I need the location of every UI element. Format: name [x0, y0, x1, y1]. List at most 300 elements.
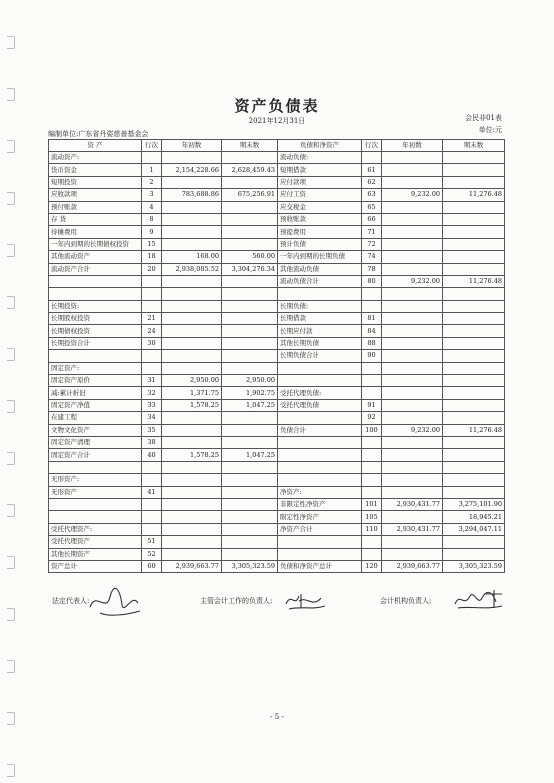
chief-accountant-label: 主管会计工作的负责人:: [200, 597, 273, 605]
table-cell: 11,276.48: [443, 189, 505, 201]
table-cell: [222, 486, 278, 498]
table-cell: [222, 226, 278, 238]
document-title: 资产负债表: [234, 97, 320, 115]
table-cell: [278, 375, 362, 387]
table-row: [49, 449, 505, 461]
table-cell: 72: [362, 238, 382, 250]
table-cell: 预计负债: [278, 238, 362, 250]
table-cell: [382, 251, 443, 263]
table-cell: [382, 201, 443, 213]
page-number: - 5 -: [270, 713, 284, 721]
table-cell: [222, 436, 278, 448]
table-cell: 2,938,085.52: [162, 263, 222, 275]
table-cell: [222, 275, 278, 287]
table-cell: [162, 350, 222, 362]
table-cell: 3,275,101.90: [443, 498, 505, 510]
table-cell: 2,154,228.66: [162, 164, 222, 176]
table-cell: [222, 498, 278, 510]
table-row: [49, 498, 505, 510]
table-cell: 3,305,323.59: [443, 560, 505, 572]
table-cell: 长期负债合计: [278, 350, 362, 362]
table-cell: 61: [362, 164, 382, 176]
table-cell: [49, 350, 142, 362]
table-cell: [382, 325, 443, 337]
table-cell: [443, 337, 505, 349]
table-cell: 预提费用: [278, 226, 362, 238]
currency-unit: 单位:元: [478, 126, 502, 134]
table-cell: 675,256.91: [222, 189, 278, 201]
table-cell: [443, 152, 505, 164]
table-cell: [362, 536, 382, 548]
table-cell: 在建工程: [49, 412, 142, 424]
table-cell: 560.00: [222, 251, 278, 263]
table-cell: [382, 226, 443, 238]
table-cell: [278, 474, 362, 486]
table-cell: [278, 461, 362, 473]
table-cell: [443, 486, 505, 498]
table-cell: 2,628,459.43: [222, 164, 278, 176]
table-cell: [142, 498, 162, 510]
table-cell: [162, 275, 222, 287]
table-cell: [49, 511, 142, 523]
table-row: [49, 424, 505, 436]
table-cell: 4: [142, 201, 162, 213]
column-header: 期末数: [222, 140, 278, 152]
table-cell: 92: [362, 412, 382, 424]
chief-accountant-signature: [283, 588, 327, 612]
table-cell: 91: [362, 399, 382, 411]
table-cell: 长期借款: [278, 313, 362, 325]
table-cell: 2: [142, 176, 162, 188]
table-cell: 1,047.25: [222, 399, 278, 411]
table-cell: [278, 436, 362, 448]
table-cell: [222, 152, 278, 164]
table-cell: 长期股权投资: [49, 313, 142, 325]
table-cell: [222, 461, 278, 473]
table-cell: 固定资产原价: [49, 375, 142, 387]
table-cell: [443, 399, 505, 411]
table-cell: [278, 362, 362, 374]
table-cell: [222, 288, 278, 300]
table-cell: 11,276.48: [443, 275, 505, 287]
table-row: [49, 548, 505, 560]
table-cell: [443, 325, 505, 337]
table-cell: 1,371.75: [162, 387, 222, 399]
table-cell: 80: [362, 275, 382, 287]
table-cell: [382, 474, 443, 486]
table-cell: 11,276.48: [443, 424, 505, 436]
table-cell: 应付工资: [278, 189, 362, 201]
table-row: [49, 486, 505, 498]
table-cell: 1,578.25: [162, 399, 222, 411]
table-cell: [162, 474, 222, 486]
table-cell: 流动负债:: [278, 152, 362, 164]
table-cell: [443, 263, 505, 275]
table-cell: [443, 474, 505, 486]
table-cell: 9: [142, 226, 162, 238]
table-cell: 2,939,663.77: [382, 560, 443, 572]
column-header: 期末数: [443, 140, 505, 152]
table-cell: [382, 213, 443, 225]
table-cell: 货币资金: [49, 164, 142, 176]
table-cell: [222, 511, 278, 523]
table-cell: 2,950.00: [162, 375, 222, 387]
table-cell: [49, 288, 142, 300]
table-cell: 受托代理资产: [49, 536, 142, 548]
table-cell: 流动负债合计: [278, 275, 362, 287]
table-cell: [222, 213, 278, 225]
table-cell: [443, 536, 505, 548]
table-cell: [162, 511, 222, 523]
table-cell: [362, 548, 382, 560]
form-number: 会民非01表: [465, 114, 502, 122]
table-cell: 应付款项: [278, 176, 362, 188]
table-row: [49, 412, 505, 424]
table-cell: [362, 474, 382, 486]
table-cell: 90: [362, 350, 382, 362]
table-row: [49, 337, 505, 349]
balance-sheet-table: [48, 139, 505, 573]
table-cell: [49, 275, 142, 287]
table-cell: 长期投资:: [49, 300, 142, 312]
table-cell: [443, 251, 505, 263]
table-cell: 1: [142, 164, 162, 176]
table-cell: 一年内到期的长期负债: [278, 251, 362, 263]
table-cell: 固定资产合计: [49, 449, 142, 461]
table-cell: [49, 461, 142, 473]
report-date: 2021年12月31日: [248, 117, 306, 125]
table-cell: [382, 387, 443, 399]
table-cell: [443, 313, 505, 325]
table-cell: [443, 238, 505, 250]
table-cell: [382, 412, 443, 424]
table-cell: [162, 424, 222, 436]
table-cell: 应收款项: [49, 189, 142, 201]
table-cell: 一年内到期的长期债权投资: [49, 238, 142, 250]
table-cell: [278, 412, 362, 424]
table-cell: [443, 350, 505, 362]
table-cell: [162, 536, 222, 548]
table-row: [49, 288, 505, 300]
column-header: 年初数: [162, 140, 222, 152]
table-cell: [162, 226, 222, 238]
table-cell: 固定资产:: [49, 362, 142, 374]
table-row: [49, 213, 505, 225]
table-cell: 40: [142, 449, 162, 461]
table-cell: [382, 436, 443, 448]
table-cell: [443, 436, 505, 448]
table-cell: [278, 548, 362, 560]
table-cell: 110: [362, 523, 382, 535]
table-cell: [382, 536, 443, 548]
table-cell: 预付账款: [49, 201, 142, 213]
table-cell: 74: [362, 251, 382, 263]
table-cell: 18,945.21: [443, 511, 505, 523]
table-row: [49, 523, 505, 535]
table-cell: [443, 300, 505, 312]
table-cell: 流动资产:: [49, 152, 142, 164]
column-header: 资 产: [49, 140, 142, 152]
table-cell: 3,304,276.34: [222, 263, 278, 275]
table-cell: 101: [362, 498, 382, 510]
table-cell: 其他长期负债: [278, 337, 362, 349]
table-cell: 无形资产: [49, 486, 142, 498]
table-cell: 2,950.00: [222, 375, 278, 387]
table-cell: [443, 213, 505, 225]
table-cell: 1,902.75: [222, 387, 278, 399]
table-cell: [162, 300, 222, 312]
table-row: [49, 350, 505, 362]
table-cell: 3,305,323.59: [222, 560, 278, 572]
table-cell: 35: [142, 424, 162, 436]
table-row: [49, 226, 505, 238]
table-cell: 33: [142, 399, 162, 411]
table-cell: 长期投资合计: [49, 337, 142, 349]
table-cell: 1,047.25: [222, 449, 278, 461]
table-row: [49, 189, 505, 201]
table-cell: [162, 313, 222, 325]
table-cell: 流动资产合计: [49, 263, 142, 275]
table-cell: 其他长期资产: [49, 548, 142, 560]
table-cell: [382, 238, 443, 250]
table-cell: 120: [362, 560, 382, 572]
table-cell: [382, 362, 443, 374]
table-cell: [443, 201, 505, 213]
table-cell: 51: [142, 536, 162, 548]
table-cell: [382, 350, 443, 362]
table-cell: [162, 436, 222, 448]
table-cell: [49, 498, 142, 510]
column-header: 行次: [362, 140, 382, 152]
table-cell: [222, 313, 278, 325]
table-row: [49, 474, 505, 486]
table-row: [49, 164, 505, 176]
table-cell: 受托代理资产:: [49, 523, 142, 535]
table-cell: 60: [142, 560, 162, 572]
table-cell: [162, 201, 222, 213]
table-cell: 52: [142, 548, 162, 560]
table-cell: [162, 498, 222, 510]
table-cell: 无形资产:: [49, 474, 142, 486]
column-header: 负债和净资产: [278, 140, 362, 152]
table-cell: [162, 412, 222, 424]
table-cell: [362, 375, 382, 387]
table-cell: 受托代理负债:: [278, 387, 362, 399]
table-cell: 负债合计: [278, 424, 362, 436]
table-row: [49, 300, 505, 312]
table-cell: 2,939,663.77: [162, 560, 222, 572]
table-cell: [162, 523, 222, 535]
table-cell: [222, 412, 278, 424]
table-cell: [222, 548, 278, 560]
table-cell: [443, 548, 505, 560]
table-cell: [142, 350, 162, 362]
table-row: [49, 251, 505, 263]
table-row: [49, 263, 505, 275]
column-header: 年初数: [382, 140, 443, 152]
table-cell: [222, 201, 278, 213]
table-cell: [142, 288, 162, 300]
table-cell: 资产总计: [49, 560, 142, 572]
table-cell: 38: [142, 436, 162, 448]
table-cell: [382, 288, 443, 300]
table-cell: [162, 486, 222, 498]
compiling-unit: 编制单位:广东省丹姿慈善基金会: [48, 130, 149, 138]
table-cell: [162, 461, 222, 473]
table-cell: [362, 288, 382, 300]
table-cell: [382, 164, 443, 176]
table-cell: [382, 461, 443, 473]
table-cell: [443, 412, 505, 424]
table-cell: 2,930,431.77: [382, 498, 443, 510]
table-cell: [443, 362, 505, 374]
table-cell: [222, 424, 278, 436]
table-cell: 净资产:: [278, 486, 362, 498]
table-cell: 9,232.00: [382, 275, 443, 287]
accounting-head-signature: [452, 586, 506, 612]
table-cell: 81: [362, 313, 382, 325]
table-cell: [443, 387, 505, 399]
table-cell: [362, 486, 382, 498]
table-cell: 18: [142, 251, 162, 263]
table-cell: [162, 176, 222, 188]
table-cell: [222, 325, 278, 337]
table-cell: [278, 449, 362, 461]
table-cell: 1,578.25: [162, 449, 222, 461]
table-cell: 其他流动资产: [49, 251, 142, 263]
table-cell: [142, 152, 162, 164]
table-cell: [382, 300, 443, 312]
table-cell: 其他流动负债: [278, 263, 362, 275]
table-cell: [443, 164, 505, 176]
table-cell: 168.00: [162, 251, 222, 263]
table-cell: [443, 176, 505, 188]
table-cell: [382, 399, 443, 411]
table-cell: [222, 350, 278, 362]
table-cell: 21: [142, 313, 162, 325]
table-cell: 31: [142, 375, 162, 387]
table-cell: 3,294,047.11: [443, 523, 505, 535]
table-cell: 20: [142, 263, 162, 275]
table-row: [49, 238, 505, 250]
table-cell: [382, 337, 443, 349]
table-row: [49, 313, 505, 325]
table-cell: [222, 536, 278, 548]
table-cell: 34: [142, 412, 162, 424]
table-cell: [382, 449, 443, 461]
table-cell: 105: [362, 511, 382, 523]
table-cell: [362, 300, 382, 312]
table-cell: 783,688.86: [162, 189, 222, 201]
table-cell: [162, 548, 222, 560]
table-cell: [278, 288, 362, 300]
table-cell: [142, 523, 162, 535]
table-row: [49, 387, 505, 399]
table-cell: 固定资产清理: [49, 436, 142, 448]
table-cell: [162, 152, 222, 164]
accounting-head-label: 会计机构负责人:: [380, 597, 432, 605]
table-row: [49, 362, 505, 374]
table-cell: [382, 511, 443, 523]
table-row: [49, 511, 505, 523]
table-cell: [382, 313, 443, 325]
table-cell: 71: [362, 226, 382, 238]
table-cell: [162, 337, 222, 349]
table-cell: [362, 387, 382, 399]
column-header: 行次: [142, 140, 162, 152]
table-cell: 预收账款: [278, 213, 362, 225]
table-cell: [222, 362, 278, 374]
table-cell: 65: [362, 201, 382, 213]
table-cell: [382, 375, 443, 387]
table-cell: [162, 213, 222, 225]
table-cell: 非限定性净资产: [278, 498, 362, 510]
table-cell: [382, 176, 443, 188]
table-cell: 41: [142, 486, 162, 498]
table-cell: 短期借款: [278, 164, 362, 176]
table-cell: 应交税金: [278, 201, 362, 213]
table-cell: [142, 474, 162, 486]
table-cell: 62: [362, 176, 382, 188]
table-row: [49, 375, 505, 387]
table-row: [49, 201, 505, 213]
table-cell: [443, 461, 505, 473]
table-cell: 限定性净资产: [278, 511, 362, 523]
table-row: [49, 560, 505, 572]
table-cell: [162, 238, 222, 250]
table-cell: 63: [362, 189, 382, 201]
table-cell: [443, 226, 505, 238]
table-cell: 长期应付款: [278, 325, 362, 337]
table-cell: [382, 263, 443, 275]
table-cell: [142, 511, 162, 523]
table-cell: [362, 449, 382, 461]
table-cell: 78: [362, 263, 382, 275]
table-cell: 8: [142, 213, 162, 225]
table-cell: [142, 461, 162, 473]
table-cell: 9,232.00: [382, 189, 443, 201]
table-cell: 2,930,431.77: [382, 523, 443, 535]
table-cell: [222, 523, 278, 535]
table-cell: [362, 436, 382, 448]
table-row: [49, 152, 505, 164]
table-cell: 待摊费用: [49, 226, 142, 238]
table-cell: [382, 152, 443, 164]
table-cell: [162, 325, 222, 337]
table-cell: 长期债权投资: [49, 325, 142, 337]
table-cell: 3: [142, 189, 162, 201]
table-cell: 长期负债:: [278, 300, 362, 312]
table-row: [49, 536, 505, 548]
legal-representative-label: 法定代表人:: [52, 597, 90, 605]
table-cell: 减:累计折旧: [49, 387, 142, 399]
table-cell: [362, 461, 382, 473]
table-cell: [142, 362, 162, 374]
table-cell: [142, 275, 162, 287]
table-cell: 100: [362, 424, 382, 436]
table-cell: 24: [142, 325, 162, 337]
table-cell: [278, 536, 362, 548]
table-row: [49, 275, 505, 287]
table-cell: 固定资产净值: [49, 399, 142, 411]
table-cell: 受托代理负债: [278, 399, 362, 411]
table-cell: 84: [362, 325, 382, 337]
table-cell: [382, 486, 443, 498]
table-cell: 文物文化资产: [49, 424, 142, 436]
table-cell: [222, 474, 278, 486]
table-cell: 净资产合计: [278, 523, 362, 535]
table-cell: 66: [362, 213, 382, 225]
